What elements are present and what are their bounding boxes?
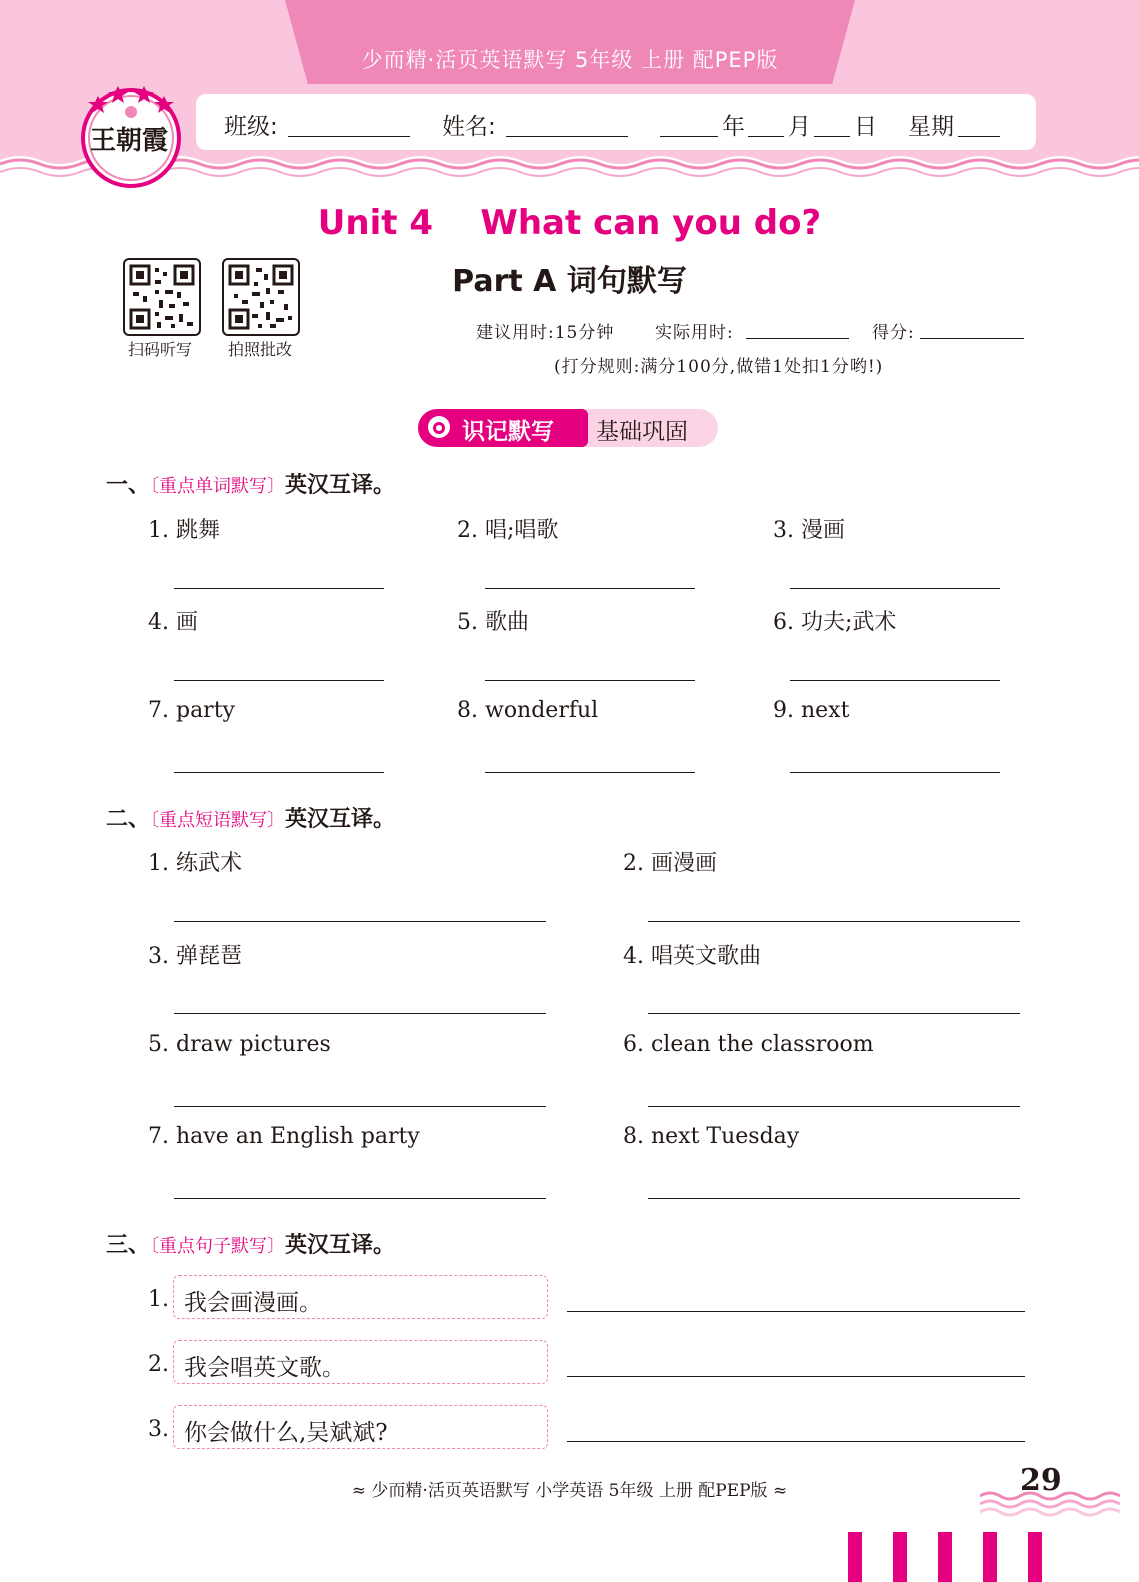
page-number: 29 xyxy=(1020,1463,1062,1498)
sentence-number: 1. xyxy=(148,1287,169,1312)
qr-code-listen[interactable] xyxy=(123,258,201,336)
answer-line[interactable] xyxy=(174,588,384,589)
part-title: Part A 词句默写 xyxy=(452,264,687,299)
phrase-item: 5. draw pictures xyxy=(148,1032,331,1057)
word-item: 8. wonderful xyxy=(457,698,599,723)
qr-correct-label: 拍照批改 xyxy=(227,340,292,359)
word-item: 1. 跳舞 xyxy=(148,518,220,543)
class-label: 班级: xyxy=(224,114,278,140)
section-tag: 〔重点短语默写〕 xyxy=(150,810,286,831)
series-title: 少而精·活页英语默写 5年级 上册 配PEP版 xyxy=(361,48,779,72)
footer-text: ≈ 少而精·活页英语默写 小学英语 5年级 上册 配PEP版 ≈ xyxy=(351,1481,788,1501)
answer-line[interactable] xyxy=(790,588,1000,589)
scoring-rule: (打分规则:满分100分,做错1处扣1分哟!) xyxy=(554,357,884,377)
word-item: 4. 画 xyxy=(148,610,198,635)
year-field[interactable] xyxy=(660,110,718,137)
badge-memorize: 识记默写 xyxy=(462,419,554,445)
answer-line[interactable] xyxy=(790,680,1000,681)
phrase-item: 7. have an English party xyxy=(148,1124,420,1149)
badge-consolidate: 基础巩固 xyxy=(596,419,688,445)
weekday-label: 星期 xyxy=(908,114,954,140)
section-2-heading xyxy=(106,802,395,833)
answer-line[interactable] xyxy=(174,680,384,681)
answer-line[interactable] xyxy=(648,1013,1020,1014)
section-number: 一、 xyxy=(106,473,151,498)
sentence-box: 你会做什么,吴斌斌? xyxy=(173,1405,548,1449)
suggested-time: 建议用时:15分钟 xyxy=(476,323,615,343)
section-tag: 〔重点单词默写〕 xyxy=(150,476,286,497)
unit-question: What can you do? xyxy=(480,203,822,243)
answer-line[interactable] xyxy=(567,1441,1025,1442)
answer-line[interactable] xyxy=(174,1106,546,1107)
year-label: 年 xyxy=(722,114,745,140)
unit-title xyxy=(0,203,1139,243)
medal-icon xyxy=(428,416,450,438)
sentence-number: 3. xyxy=(148,1417,169,1442)
answer-line[interactable] xyxy=(567,1311,1025,1312)
section-instruction: 英汉互译。 xyxy=(285,807,396,832)
qr-code-correct[interactable] xyxy=(222,258,300,336)
word-item: 3. 漫画 xyxy=(773,518,845,543)
footer-wave-decoration xyxy=(980,1488,1120,1518)
phrase-item: 6. clean the classroom xyxy=(623,1032,874,1057)
qr-code-icon xyxy=(125,260,199,334)
sentence-box: 我会画漫画。 xyxy=(173,1275,548,1319)
section-3-heading xyxy=(106,1228,395,1259)
sentence-number: 2. xyxy=(148,1352,169,1377)
sentence-box: 我会唱英文歌。 xyxy=(173,1340,548,1384)
word-item: 7. party xyxy=(148,698,235,723)
section-number: 三、 xyxy=(106,1233,151,1258)
answer-line[interactable] xyxy=(567,1376,1025,1377)
answer-line[interactable] xyxy=(485,588,695,589)
month-field[interactable] xyxy=(748,110,784,137)
answer-line[interactable] xyxy=(648,1198,1020,1199)
word-item: 2. 唱;唱歌 xyxy=(457,518,559,543)
section-instruction: 英汉互译。 xyxy=(285,1233,396,1258)
class-field[interactable] xyxy=(288,110,410,137)
weekday-field[interactable] xyxy=(958,110,1000,137)
month-label: 月 xyxy=(788,114,811,140)
answer-line[interactable] xyxy=(648,921,1020,922)
page-edge-bars xyxy=(848,1532,1048,1582)
phrase-item: 2. 画漫画 xyxy=(623,851,717,876)
score-label: 得分: xyxy=(872,323,915,343)
answer-line[interactable] xyxy=(174,921,546,922)
word-item: 6. 功夫;武术 xyxy=(773,610,897,635)
unit-label: Unit 4 xyxy=(317,203,433,243)
name-field[interactable] xyxy=(506,110,628,137)
phrase-item: 8. next Tuesday xyxy=(623,1124,800,1149)
qr-code-icon xyxy=(224,260,298,334)
phrase-item: 3. 弹琵琶 xyxy=(148,944,242,969)
answer-line[interactable] xyxy=(174,1013,546,1014)
actual-time-label: 实际用时: xyxy=(655,323,734,343)
section-1-heading xyxy=(106,468,395,499)
section-instruction: 英汉互译。 xyxy=(285,473,396,498)
answer-line[interactable] xyxy=(790,772,1000,773)
day-label: 日 xyxy=(854,114,877,140)
phrase-item: 1. 练武术 xyxy=(148,851,242,876)
answer-line[interactable] xyxy=(174,772,384,773)
word-item: 5. 歌曲 xyxy=(457,610,529,635)
phrase-item: 4. 唱英文歌曲 xyxy=(623,944,761,969)
answer-line[interactable] xyxy=(485,680,695,681)
section-number: 二、 xyxy=(106,807,151,832)
answer-line[interactable] xyxy=(174,1198,546,1199)
day-field[interactable] xyxy=(814,110,850,137)
logo-text: 王朝霞 xyxy=(90,126,169,156)
score-field[interactable] xyxy=(920,338,1024,339)
actual-time-field[interactable] xyxy=(746,338,849,339)
answer-line[interactable] xyxy=(648,1106,1020,1107)
section-tag: 〔重点句子默写〕 xyxy=(150,1236,286,1257)
answer-line[interactable] xyxy=(485,772,695,773)
qr-listen-label: 扫码听写 xyxy=(127,340,192,359)
name-label: 姓名: xyxy=(442,114,496,140)
word-item: 9. next xyxy=(773,698,850,723)
